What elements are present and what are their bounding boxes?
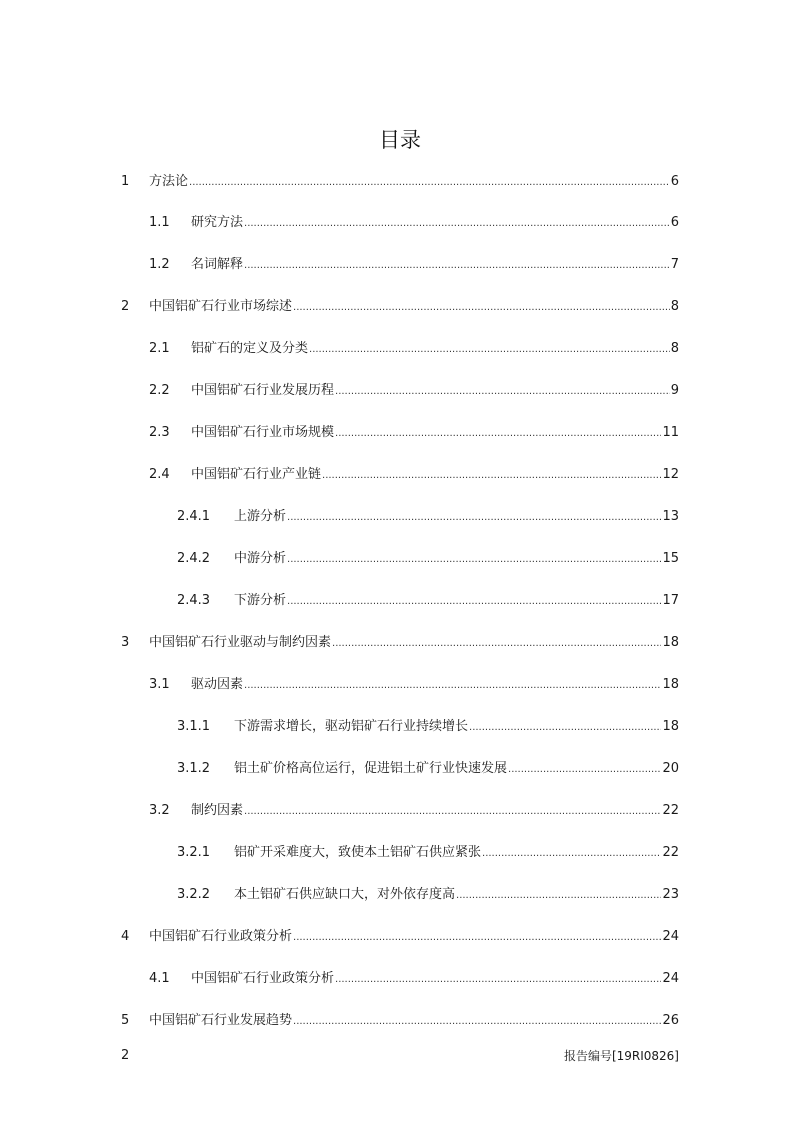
toc-entry-number: 3.1 [149, 677, 170, 692]
toc-entry-number: 2.1 [149, 341, 170, 356]
toc-entry-page: 8 [670, 299, 679, 314]
toc-leader-dots [508, 760, 661, 780]
toc-entry-number: 2.2 [149, 383, 170, 398]
toc-entry-number: 3.2.1 [177, 845, 211, 860]
toc-entry-number: 3.1.2 [177, 761, 211, 776]
toc-entry-label: 中国铝矿石行业发展趋势 [149, 1013, 293, 1028]
toc-entry[interactable] [177, 507, 679, 527]
toc-entry[interactable] [149, 381, 679, 401]
toc-entry-page: 17 [662, 593, 679, 608]
toc-entry-label: 研究方法 [191, 215, 244, 230]
toc-entry-number: 3.2.2 [177, 887, 211, 902]
toc-entry-number: 5 [121, 1013, 130, 1028]
toc-entry[interactable] [149, 675, 679, 695]
toc-entry-page: 15 [662, 551, 679, 566]
toc-entry-page: 18 [662, 719, 679, 734]
toc-entry-page: 9 [670, 383, 679, 398]
toc-entry-label: 制约因素 [191, 803, 244, 818]
toc-entry-number: 1.1 [149, 215, 170, 230]
toc-entry-page: 22 [662, 845, 679, 860]
toc-leader-dots [335, 970, 661, 990]
toc-entry-page: 20 [662, 761, 679, 776]
toc-entry-page: 24 [662, 971, 679, 986]
toc-entry[interactable] [149, 213, 679, 233]
toc-entry-number: 2.4 [149, 467, 170, 482]
toc-entry-number: 3.2 [149, 803, 170, 818]
toc-entry[interactable] [121, 633, 679, 653]
toc-entry-page: 7 [670, 257, 679, 272]
toc-entry-label: 方法论 [149, 174, 189, 189]
toc-entry-number: 2.3 [149, 425, 170, 440]
toc-entry[interactable] [121, 927, 679, 947]
toc-leader-dots [287, 508, 661, 528]
toc-entry[interactable] [177, 843, 679, 863]
toc-leader-dots [244, 802, 661, 822]
toc-entry[interactable] [177, 717, 679, 737]
toc-entry-page: 11 [662, 425, 679, 440]
toc-leader-dots [244, 214, 670, 234]
toc-leader-dots [469, 718, 661, 738]
toc-entry-number: 1.2 [149, 257, 170, 272]
toc-leader-dots [244, 256, 670, 276]
toc-entry[interactable] [177, 759, 679, 779]
toc-entry[interactable] [177, 591, 679, 611]
toc-leader-dots [456, 886, 661, 906]
toc-leader-dots [287, 592, 661, 612]
toc-entry-page: 23 [662, 887, 679, 902]
toc-entry-label: 中国铝矿石行业政策分析 [149, 929, 293, 944]
toc-entry-label: 铝土矿价格高位运行，促进铝土矿行业快速发展 [234, 761, 508, 776]
toc-entry-page: 18 [662, 677, 679, 692]
toc-entry[interactable] [149, 423, 679, 443]
toc-entry-number: 1 [121, 174, 130, 189]
toc-leader-dots [244, 676, 661, 696]
toc-entry-label: 中国铝矿石行业发展历程 [191, 383, 335, 398]
toc-entry-number: 3 [121, 635, 130, 650]
toc-entry[interactable] [121, 297, 679, 317]
toc-entry-page: 26 [662, 1013, 679, 1028]
toc-leader-dots [332, 634, 661, 654]
toc-entry-label: 中国铝矿石行业驱动与制约因素 [149, 635, 332, 650]
toc-entry[interactable] [121, 1011, 679, 1031]
toc-entry-label: 铝矿开采难度大，致使本土铝矿石供应紧张 [234, 845, 482, 860]
toc-entry-number: 2.4.2 [177, 551, 211, 566]
toc-entry-page: 24 [662, 929, 679, 944]
toc-entry-page: 18 [662, 635, 679, 650]
toc-entry-number: 3.1.1 [177, 719, 211, 734]
toc-entry-page: 22 [662, 803, 679, 818]
toc-leader-dots [309, 340, 670, 360]
toc-entry[interactable] [149, 465, 679, 485]
toc-entry[interactable] [177, 885, 679, 905]
toc-entry-label: 名词解释 [191, 257, 244, 272]
toc-entry-label: 驱动因素 [191, 677, 244, 692]
toc-leader-dots [293, 928, 661, 948]
toc-leader-dots [293, 1012, 661, 1032]
toc-entry-label: 本土铝矿石供应缺口大，对外依存度高 [234, 887, 456, 902]
toc-entry[interactable] [177, 549, 679, 569]
footer-report-id: 报告编号[19RI0826] [563, 1049, 679, 1063]
toc-entry[interactable] [121, 172, 679, 192]
toc-entry-label: 中游分析 [234, 551, 287, 566]
toc-entry[interactable] [149, 801, 679, 821]
toc-entry-page: 6 [670, 174, 679, 189]
toc-entry-label: 下游需求增长，驱动铝矿石行业持续增长 [234, 719, 469, 734]
toc-leader-dots [335, 424, 661, 444]
toc-entry-label: 铝矿石的定义及分类 [191, 341, 309, 356]
toc-leader-dots [287, 550, 661, 570]
toc-entry-page: 13 [662, 509, 679, 524]
toc-entry-page: 8 [670, 341, 679, 356]
toc-entry[interactable] [149, 969, 679, 989]
toc-entry-page: 6 [670, 215, 679, 230]
toc-entry-label: 下游分析 [234, 593, 287, 608]
toc-leader-dots [189, 173, 670, 193]
toc-entry-number: 4.1 [149, 971, 170, 986]
footer-page-number: 2 [121, 1048, 130, 1063]
toc-entry-label: 上游分析 [234, 509, 287, 524]
toc-entry[interactable] [149, 339, 679, 359]
toc-entry-number: 2 [121, 299, 130, 314]
toc-entry-number: 2.4.1 [177, 509, 211, 524]
toc-entry-label: 中国铝矿石行业市场综述 [149, 299, 293, 314]
toc-leader-dots [293, 298, 670, 318]
toc-leader-dots [482, 844, 661, 864]
toc-leader-dots [322, 466, 661, 486]
toc-entry[interactable] [149, 255, 679, 275]
toc-entry-label: 中国铝矿石行业产业链 [191, 467, 322, 482]
toc-entry-number: 2.4.3 [177, 593, 211, 608]
toc-entry-label: 中国铝矿石行业市场规模 [191, 425, 335, 440]
page-title: 目录 [379, 128, 421, 152]
toc-entry-label: 中国铝矿石行业政策分析 [191, 971, 335, 986]
toc-entry-number: 4 [121, 929, 130, 944]
toc-leader-dots [335, 382, 670, 402]
toc-entry-page: 12 [662, 467, 679, 482]
